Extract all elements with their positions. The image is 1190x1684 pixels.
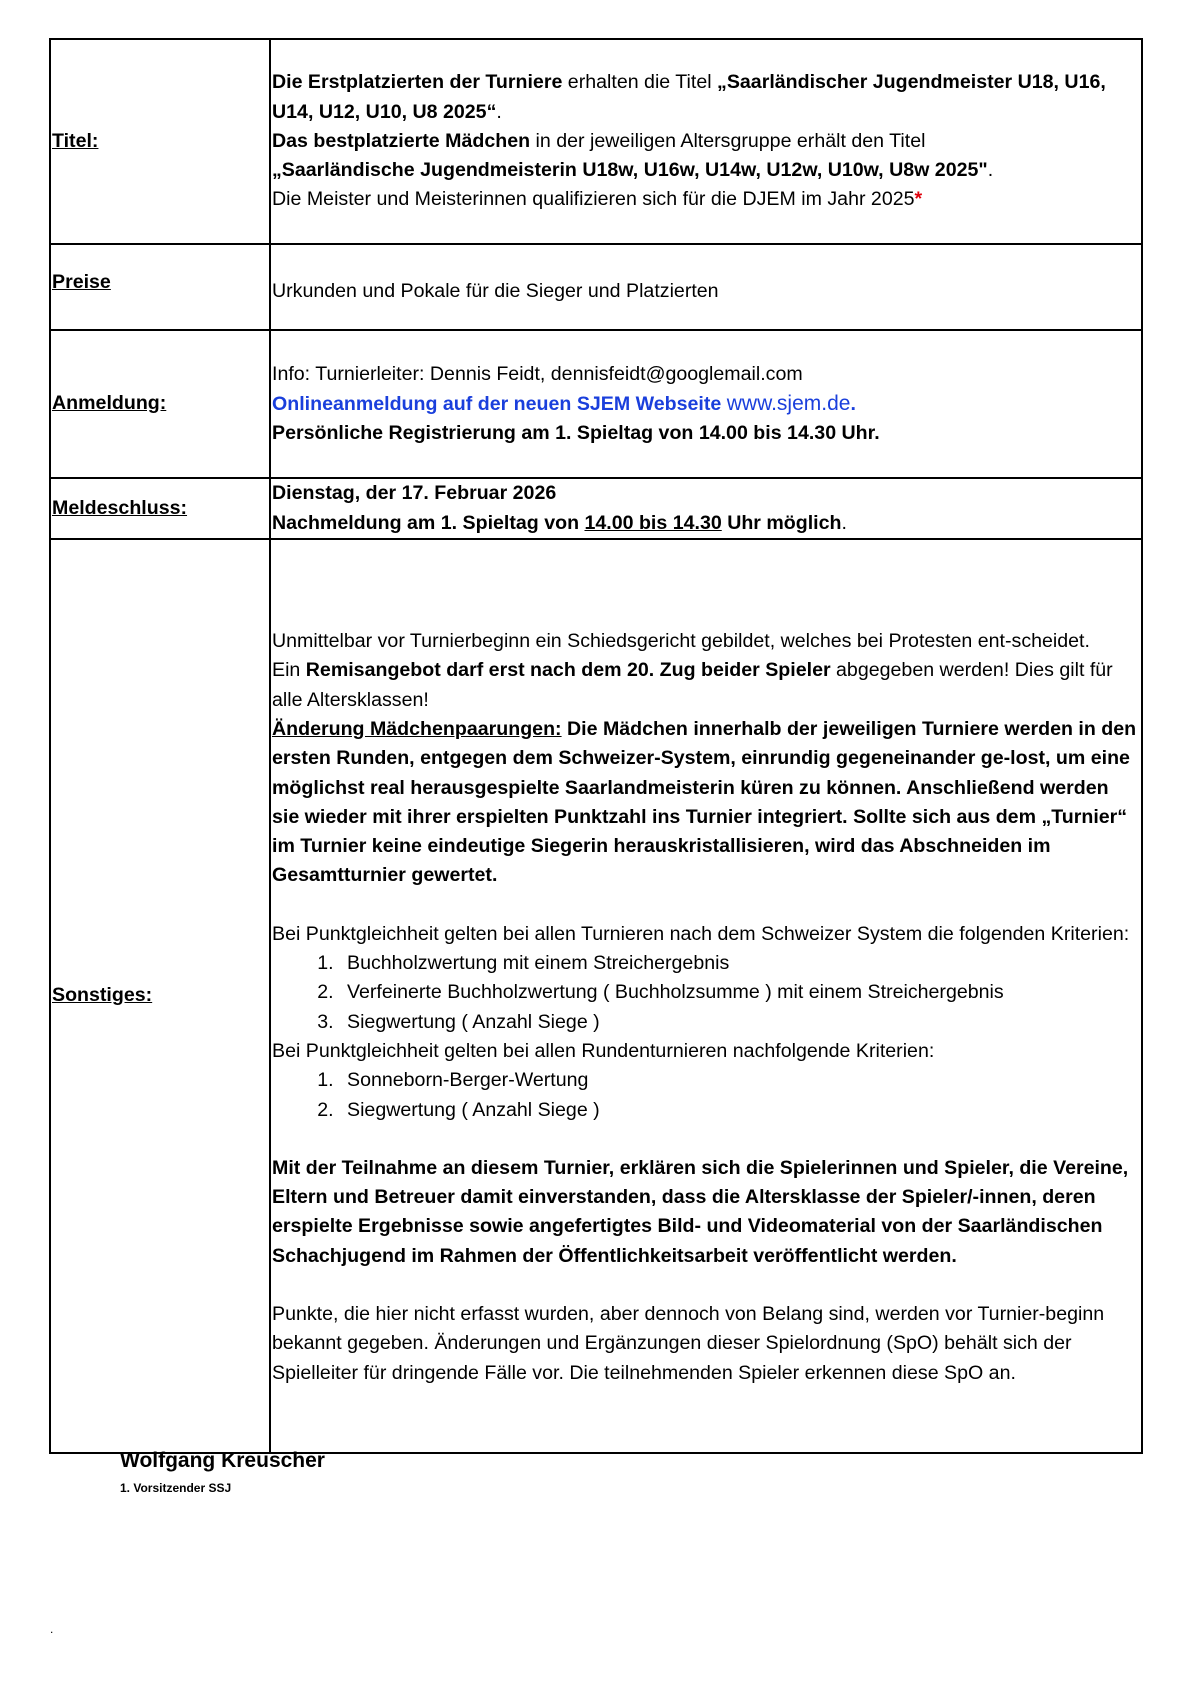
titel-girls-text: in der jeweiligen Altersgruppe erhält den Titel [530,129,926,152]
row-meldeschluss [50,478,1142,539]
final-notice: Punkte, die hier nicht erfasst wurden, aber dennoch von Belang sind, werden vor Turnier-beginn bekannt gegeben. Änderungen und Ergänzungen dieser Spielordnung (SpO) behält sich der Spielleiter für dringende Fälle vor. Die teilnehmenden Spieler erkennen diese SpO an. [272,1303,1105,1384]
list-item: 1. Buchholzwertung mit einem Streichergebnis [339,949,1139,978]
label-anmeldung: Anmeldung: [50,330,270,478]
late-registration-text-end: Uhr möglich [721,511,842,534]
titel-girls-bold: Das bestplatzierte Mädchen [272,129,531,152]
row-titel [50,39,1142,244]
signature-name: Wolfgang Kreuscher [120,1449,325,1472]
titel-qualification: Die Meister und Meisterinnen qualifizieren sich für die DJEM im Jahr 2025 [272,188,915,211]
online-registration-end: . [850,392,856,415]
titel-line1-end: . [496,100,502,123]
label-titel: Titel: [50,39,270,244]
row-anmeldung [50,330,1142,478]
draw-offer-bold: Remisangebot darf erst nach dem 20. Zug beider Spieler [305,659,831,682]
draw-offer-rule [272,656,1139,715]
late-registration-time: 14.00 bis 14.30 [584,511,722,534]
titel-girls-champion-title: „Saarländische Jugendmeisterin U18w, U16w, U14w, U12w, U10w, U8w 2025" [272,159,988,182]
consent-notice: Mit der Teilnahme an diesem Turnier, erklären sich die Spielerinnen und Spieler, die Vereine, Eltern und Betreuer damit einverstanden, dass die Altersklasse der Spieler/-innen, deren erspielte Ergebnisse sowie angefertigtes Bild- und Videomaterial von der Saarländischen Schachjugend im Rahmen der Öffentlichkeitsarbeit veröffentlicht werden. [272,1156,1129,1267]
draw-offer-pre: Ein [272,659,306,682]
anmeldung-info: Info: Turnierleiter: Dennis Feidt, dennisfeidt@googlemail.com [272,362,803,385]
list-item: 2. Siegwertung ( Anzahl Siege ) [339,1096,1139,1125]
girls-pairing-heading: Änderung Mädchenpaarungen: [272,717,562,740]
swiss-criteria-list [272,949,1139,1037]
draw-offer-post: abgegeben werden! Dies gilt für alle Altersklassen! [272,659,1113,711]
content-meldeschluss [270,478,1142,539]
round-criteria-list [272,1066,1139,1125]
list-item: 2. Verfeinerte Buchholzwertung ( Buchholzsumme ) mit einem Streichergebnis [339,978,1139,1007]
girls-pairing-change [272,715,1139,891]
asterisk-mark: * [914,188,923,211]
list-item: 3. Siegwertung ( Anzahl Siege ) [339,1008,1139,1037]
swiss-tiebreak-intro: Bei Punktgleichheit gelten bei allen Turnieren nach dem Schweizer System die folgenden Kriterien: [272,922,1130,945]
row-preise [50,244,1142,330]
content-anmeldung [270,330,1142,478]
content-titel [270,39,1142,244]
row-sonstiges [50,539,1142,1453]
content-sonstiges [270,539,1142,1453]
girls-pairing-text: Die Mädchen innerhalb der jeweiligen Turniere werden in den ersten Runden, entgegen dem Schweizer-System, einrundig gegeneinander ge-lost, um eine möglichst real herausgespielte Saarlandmeisterin küren zu können. Anschließend werden sie wieder mit ihrer erspielten Punktzahl ins Turnier integriert. Sollte sich aus dem „Turnier“ im Turnier keine eindeutige Siegerin herauskristallisieren, wird das Abschneiden im Gesamtturnier gewertet. [272,717,1137,887]
label-sonstiges: Sonstiges: [50,539,270,1453]
round-tiebreak-intro: Bei Punktgleichheit gelten bei allen Rundenturnieren nachfolgende Kriterien: [272,1039,935,1062]
titel-champion-title: „Saarländischer Jugendmeister U18, U16, U14, U12, U10, U8 2025“ [272,71,1106,123]
label-meldeschluss: Meldeschluss: [50,478,270,539]
rules-table [49,38,1143,1454]
content-preise: Urkunden und Pokale für die Sieger und Platzierten [270,244,1142,330]
online-registration-text: Onlineanmeldung auf der neuen SJEM Webseite [272,392,727,415]
late-registration-period: . [841,511,847,534]
titel-line3-end: . [987,159,994,182]
signature-role: 1. Vorsitzender SSJ [120,1481,232,1495]
late-registration-text: Nachmeldung am 1. Spieltag von [272,511,585,534]
sjem-website-link[interactable]: www.sjem.de [726,391,851,415]
footer-mark: . [50,1622,54,1636]
deadline-date: Dienstag, der 17. Februar 2026 [272,482,557,505]
list-item: 1. Sonneborn-Berger-Wertung [339,1066,1139,1095]
label-preise: Preise [50,244,270,330]
titel-winners-text: erhalten die Titel [562,71,718,94]
personal-registration: Persönliche Registrierung am 1. Spieltag von 14.00 bis 14.30 Uhr. [272,422,880,445]
titel-winners-bold: Die Erstplatzierten der Turniere [272,71,563,94]
protest-committee: Unmittelbar vor Turnierbeginn ein Schiedsgericht gebildet, welches bei Protesten ent-scheidet. [272,630,1090,653]
